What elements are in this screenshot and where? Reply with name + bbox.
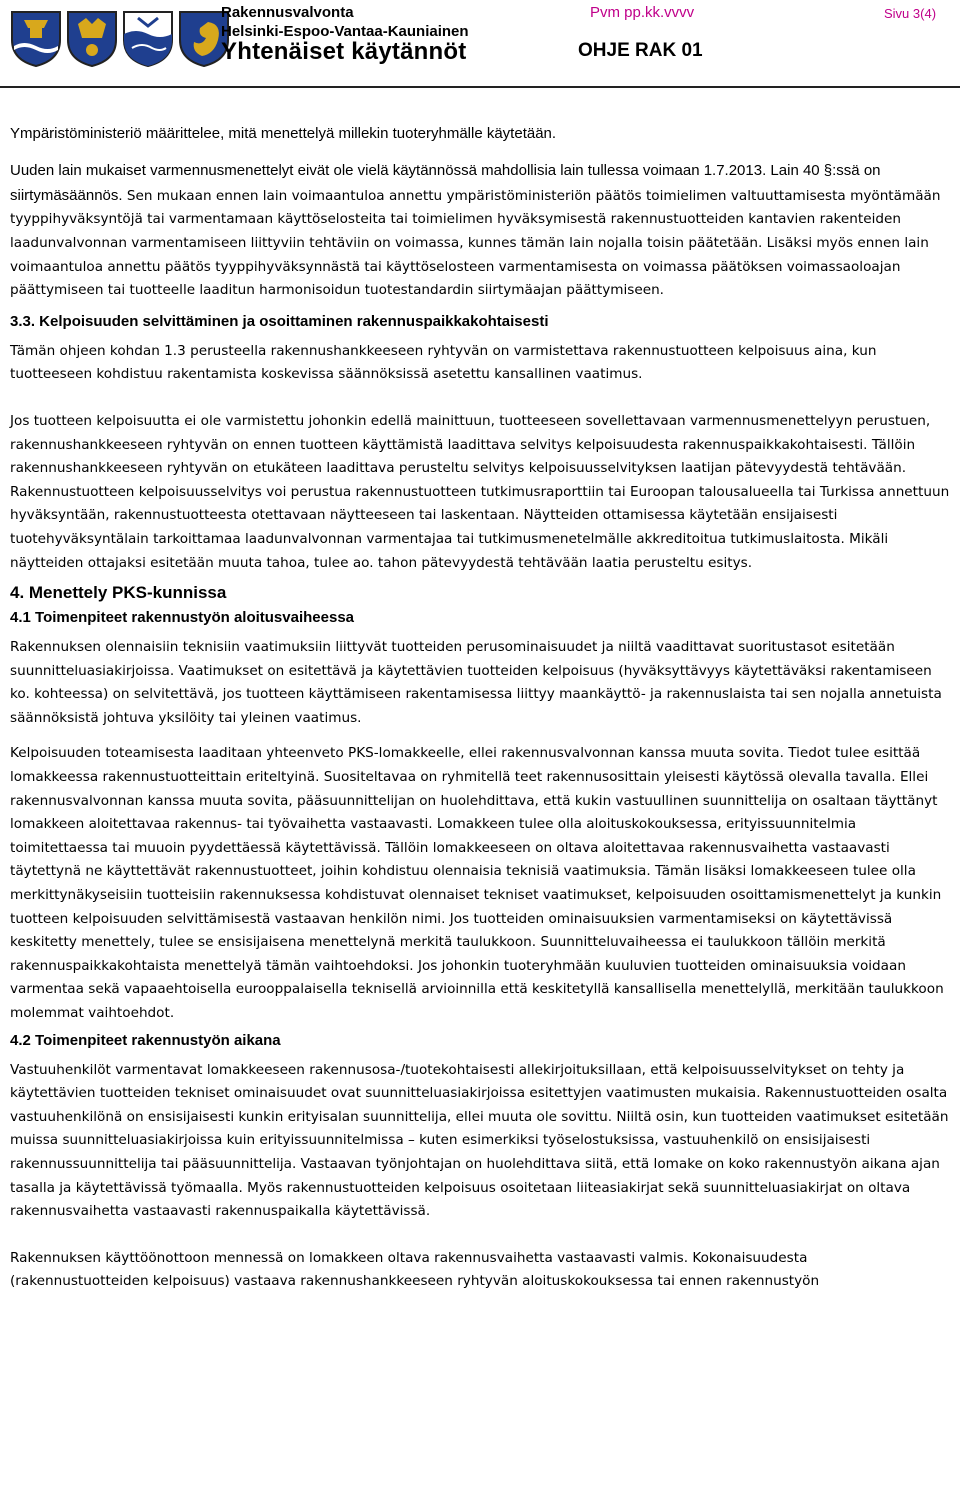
municipal-crests (10, 10, 230, 68)
organization-name: Rakennusvalvonta (221, 4, 354, 21)
paragraph: Rakennuksen käyttöönottoon mennessä on lomakkeen oltava rakennusvaihetta vastaavasti valmis. Kokonaisuudesta (rakennustuotteiden kelpoisuus) vastaava rakennushankkeeseen ryhtyvän aloituskokouksessa tai ennen rakennustyön (10, 1249, 820, 1290)
page-header (0, 0, 960, 88)
paragraph (10, 159, 950, 303)
helsinki-crest-icon (10, 10, 62, 68)
document-body (10, 122, 950, 1294)
paragraph: Rakennuksen olennaisiin teknisiin vaatimuksiin liittyvät tuotteiden perusominaisuudet ja niiltä vaadittavat suoritustasot esitetään suunnitteluasiakirjoissa. Vaatimukset on esitettävä ja käytettävien tuotteiden kelpoisuus (hyväksyttävyys käytettäväksi rakentamiseen ko. kohteessa) on selvitettävä, jos tuotteen käyttämiseen rakentamisessa liittyy maankäyttö- ja rakennuslaista tai sen nojalla annetuista säännöksistä johtuva yksilöity tai yleinen vaatimus. (10, 639, 942, 726)
paragraph: Kelpoisuuden toteamisesta laaditaan yhteenveto PKS-lomakkeelle, ellei rakennusvalvonnan kanssa muuta sovita. Tiedot tulee esittää lomakkeessa rakennustuotteittain eriteltyinä. Suositeltavaa on ryhmitellä teet rakennusosittain yleisesti käytössä olevalla tavalla. Ellei rakennusvalvonnan kanssa muuta sovita, pääsuunnittelijan on huolehdittava, että kukin vastuullinen suunnittelija on osaltaan täyttänyt lomakkeen aloitettavaa rakennus- tai työvaihetta vastaavasti. Lomakkeen tulee olla aloituskokouksessa, erityissuunnitelmia toimitettaessa tai muuoin pyydettäessä käytettävissä. Tällöin lomakkeeseen on oltava aloitettavaa rakennusvaihetta vastaavasti täytettynä ne käyttettävät rakennustuotteet, joihin kohdistuu olennaisia teknisiä vaatimuksia. Tämän lisäksi lomakkeeseen tulee olla merkittynäkyseisiin tuotteisiin rakennuksessa kohdistuvat olennaiset tekniset vaatimukset, kelpoisuuden osoittamismenettelyt ja kunkin tuotteen kelpoisuuden selvittämisestä vastaavan henkilön nimi. Jos tuotteiden ominaisuuksien varmentamiseksi on käytettävissä keskitetty menettely, tulee se ensisijaisena menettelynä merkitä taulukkoon. Suunnitteluvaiheessa ei taulukkoon tällöin merkitä rakennuspaikkakohtaista menettelyä tämän vaihtoehdoksi. Jos johonkin tuoteryhmään kuuluvien tuotteiden ominaisuuksia voidaan varmentaa sekä vapaaehtoisella eurooppalaisella teknisellä arvioinnilla että keskitetyllä kansallisella menettelyllä, merkitään taulukkoon molemmat vaihtoehdot. (10, 745, 944, 1022)
paragraph-continuation: Sen mukaan ennen lain voimaantuloa annettu ympäristöministeriön päätös toimielimen valtuuttamisesta myöntämään tyyppihyväksyntöjä tai varmentamaan käyttöselosteita tai toimielimen hyväksymisestä rakennustuotteiden kantavien rakenteiden laadunvalvonnan varmentamiseen liittyviin tehtäviin on voimassa, kunnes tämän lain nojalla toisin päätetään. Lisäksi myös ennen lain voimaantuloa annettu päätös tyyppihyväksynnästä tai käyttöselosteen varmentamisesta on voimassa päätöksen voimassaoloajan päättymiseen tai tuotteelle laaditun harmonisoidun tuotestandardin siirtymäajan päättymiseen. (10, 187, 941, 299)
paragraph: Jos tuotteen kelpoisuutta ei ole varmistettu johonkin edellä mainittuun, tuotteeseen sovellettavaan varmennusmenettelyyn perustuen, rakennushankkeeseen ryhtyvän on ennen tuotteen käyttämistä laadittava selvitys kelpoisuudesta rakennuspaikkakohtaisesti. Tällöin rakennushankkeeseen ryhtyvän on etukäteen laadittava perusteltu selvitys kelpoisuusselvityksen laatijan pätevyydestä tehtävään. Rakennustuotteen kelpoisuusselvitys voi perustua rakennustuotteen tutkimusraporttiin tai Euroopan talousalueella tai Turkissa annettuun hyväksyntään, rakennustuotteesta otettavaan näytteeseen tai laskentaan. Näytteiden ottamisessa käytetään ensijaisesti tuotehyväksyntälain tarkoittamaa laadunvalvonnan varmentajaa tai tutkimusmenetelmälle akkreditoitua tutkimuslaitosta. Mikäli näytteiden ottajaksi esitetään muuta tahoa, tulee ao. tahon pätevyydestä tehtävään laatia perusteltu esitys. (10, 412, 950, 571)
section-heading-4-2: 4.2 Toimenpiteet rakennustyön aikana (10, 1031, 281, 1049)
paragraph: Ympäristöministeriö määrittelee, mitä menettelyä millekin tuoteryhmälle käytetään. (10, 125, 557, 142)
section-heading-4: 4. Menettely PKS-kunnissa (10, 583, 227, 603)
section-heading-3-3: 3.3. Kelpoisuuden selvittäminen ja osoittaminen rakennuspaikkakohtaisesti (10, 312, 549, 330)
paragraph-lead: Uuden lain mukaiset varmennusmenettelyt eivät ole vielä käytännössä mahdollisia lain tullessa voimaan 1.7.2013. Lain 40 §:ssä on siirtymäsäännös. (10, 161, 881, 204)
document-id: OHJE RAK 01 (578, 40, 703, 61)
espoo-crest-icon (66, 10, 118, 68)
page-number: Sivu 3(4) (884, 6, 937, 21)
paragraph: Tämän ohjeen kohdan 1.3 perusteella rakennushankkeeseen ryhtyvän on varmistettava rakennustuotteen kelpoisuus aina, kun tuotteeseen kohdistuu rakentamista koskevissa säännöksissä asetettu kansallinen vaatimus. (10, 342, 877, 383)
paragraph: Vastuuhenkilöt varmentavat lomakkeeseen rakennusosa-/tuotekohtaisesti allekirjoituksillaan, että kelpoisuusselvitykset on tehty ja käytettävien tuotteiden tekniset ominaisuudet ovat suunnitteluasiakirjoissa esitettyjen vaatimusten mukaisia. Rakennustuotteiden osalta vastuuhenkilönä on ensisijaisesti kunkin erityisalan suunnittelija, ellei muuta ole sovittu. Niiltä osin, kun tuotteiden vaatimukset esitetään muissa suunnitteluasiakirjoissa kuin erityissuunnitelmissa – kuten esimerkiksi työselostuksissa, vastuuhenkilö on ensisijaisesti rakennussuunnittelija tai pääsuunnittelija. Vastaavan työnjohtajan on huolehdittava siitä, että lomake on koko rakennustyön aikana ajan tasalla ja käytettävissä työmaalla. Myös rakennustuotteiden kelpoisuus osoitetaan liiteasiakirjat sekä suunnitteluasiakirjat on oltava rakennusvaihetta vastaavasti rakennuspaikalla käytettävissä. (10, 1061, 949, 1220)
vantaa-crest-icon (122, 10, 174, 68)
organization-cities: Helsinki-Espoo-Vantaa-Kauniainen (221, 23, 469, 40)
section-heading-4-1: 4.1 Toimenpiteet rakennustyön aloitusvaiheessa (10, 609, 355, 627)
date-field: Pvm pp.kk.vvvv (590, 4, 695, 21)
document-series-title: Yhtenäiset käytännöt (221, 38, 467, 65)
header-divider (0, 86, 960, 88)
